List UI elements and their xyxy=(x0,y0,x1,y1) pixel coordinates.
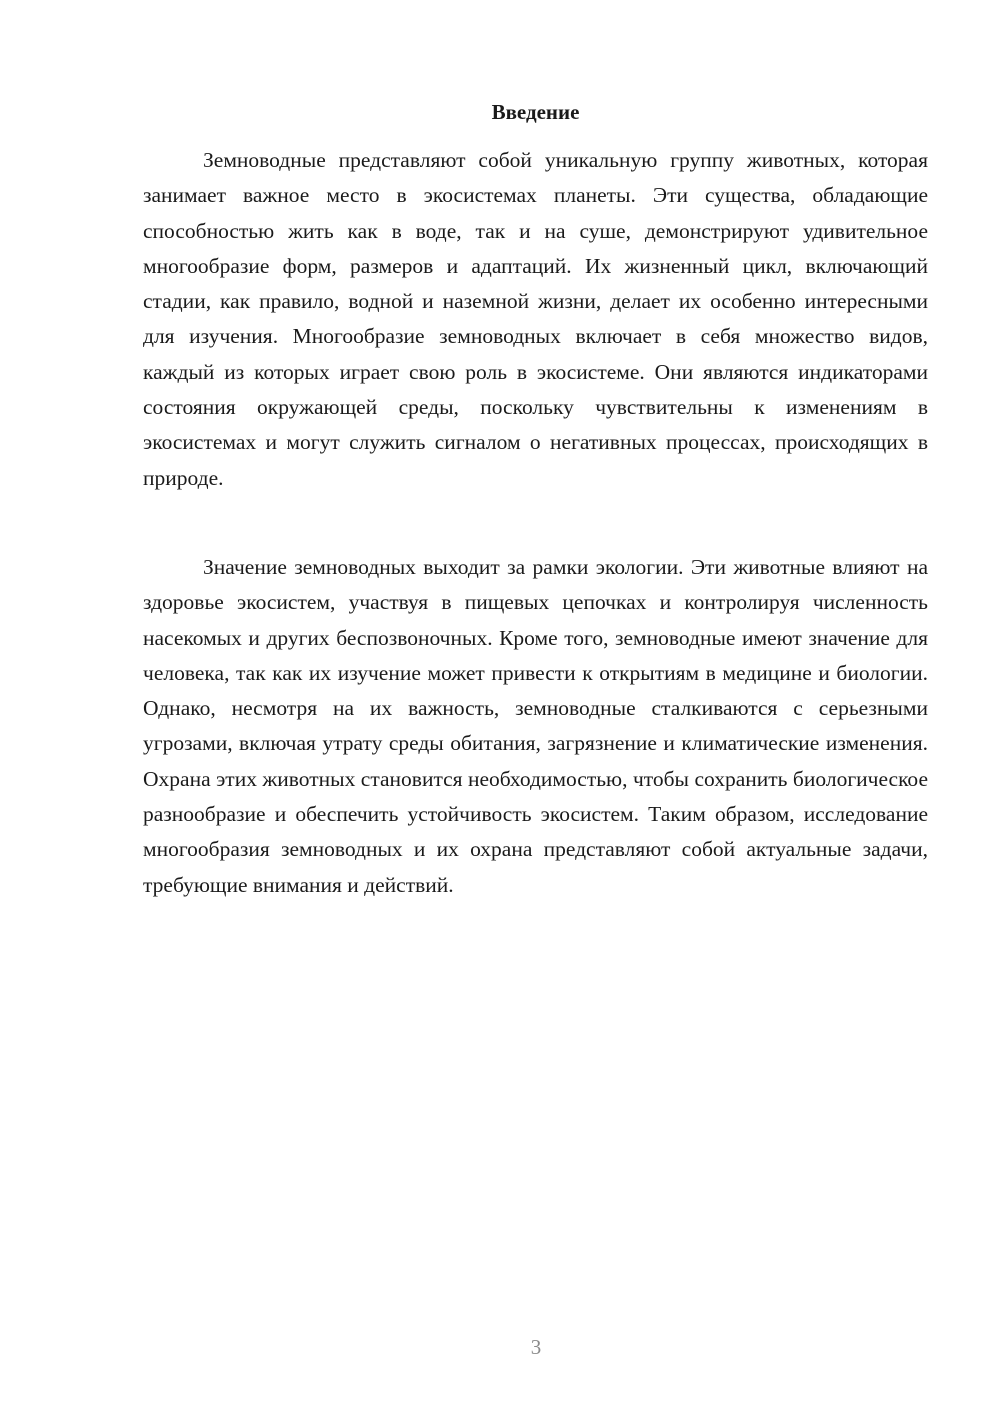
paragraph-significance: Значение земноводных выходит за рамки экологии. Эти животные влияют на здоровье экосистем, участвуя в пищевых цепочках и контролируя численность насекомых и других беспозвоночных. Кроме того, земноводные имеют значение для человека, так как их изучение может привести к открытиям в медицине и биологии. Однако, несмотря на их важность, земноводные сталкиваются с серьезными угрозами, включая утрату среды обитания, загрязнение и климатические изменения. Охрана этих животных становится необходимостью, чтобы сохранить биологическое разнообразие и обеспечить устойчивость экосистем. Таким образом, исследование многообразия земноводных и их охрана представляют собой актуальные задачи, требующие внимания и действий. xyxy=(143,555,928,897)
section-heading: Введение xyxy=(491,100,580,124)
page-number: 3 xyxy=(530,1335,542,1359)
paragraph-intro: Земноводные представляют собой уникальную группу животных, которая занимает важное место в экосистемах планеты. Эти существа, обладающие способностью жить как в воде, так и на суше, демонстрируют удивительное многообразие форм, размеров и адаптаций. Их жизненный цикл, включающий стадии, как правило, водной и наземной жизни, делает их особенно интересными для изучения. Многообразие земноводных включает в себя множество видов, каждый из которых играет свою роль в экосистеме. Они являются индикаторами состояния окружающей среды, поскольку чувствительны к изменениям в экосистемах и могут служить сигналом о негативных процессах, происходящих в природе. xyxy=(143,148,928,490)
